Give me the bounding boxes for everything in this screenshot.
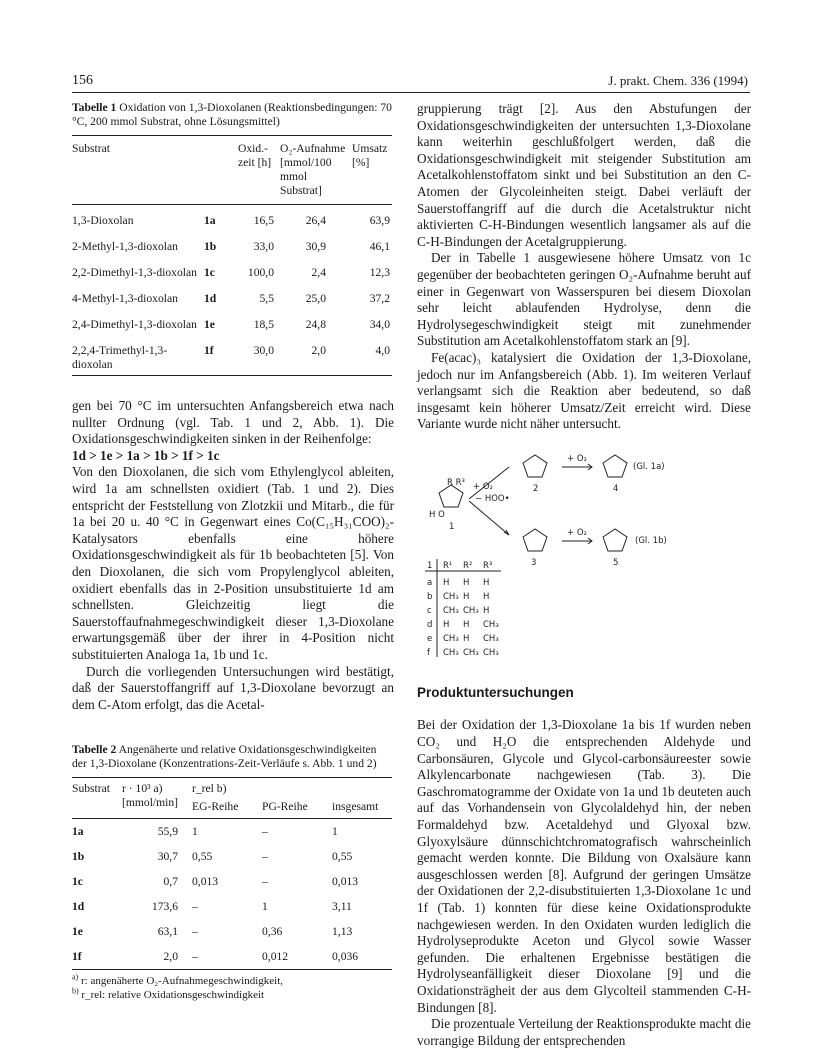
table1-cell-conversion: 46,1: [369, 240, 390, 253]
substituent-cell: CH₃: [443, 591, 459, 602]
substituent-cell: CH₃: [443, 605, 459, 616]
table1-cell-time: 33,0: [253, 240, 274, 253]
table2-cell-eg: 0,013: [192, 875, 219, 889]
substituent-header-cell: R¹: [443, 560, 453, 571]
table1-cell-o2: 26,4: [305, 214, 326, 227]
substituent-cell: b: [427, 591, 433, 602]
table2-cell-total: 3,11: [332, 900, 352, 914]
reactivity-order: 1d > 1e > 1a > 1b > 1f > 1c: [72, 447, 220, 463]
reagent-bottom: + O₂: [567, 527, 587, 538]
table1-cell-o2: 2,4: [311, 266, 326, 279]
molecule-1-r-labels: R R³: [447, 477, 465, 488]
table2-header-substrat: Substrat: [72, 778, 122, 819]
table1-caption-text: Oxidation von 1,3-Dioxolanen (Reaktionsbedingungen: 70 °C, 200 mmol Substrat, ohne Lösungsmittel): [72, 101, 392, 128]
substituent-cell: CH₃: [463, 647, 479, 658]
substituent-cell: f: [427, 647, 430, 658]
table1-row: [72, 205, 392, 238]
substituent-cell: CH₃: [443, 647, 459, 658]
table2-cell-id: 1f: [72, 950, 82, 964]
table1-cell-time: 100,0: [247, 266, 274, 279]
molecule-5-ring: [603, 529, 627, 551]
table1-cell-time: 5,5: [259, 292, 274, 305]
table2-caption-text: Angenäherte und relative Oxidationsgeschwindigkeiten der 1,3-Dioxolane (Konzentrations-Zeit-Verläufe s. Abb. 1 und 2): [72, 743, 377, 771]
substituent-cell: H: [483, 605, 490, 616]
header-rule: [72, 92, 750, 93]
table2-cell-id: 1a: [72, 825, 84, 839]
molecule-3-ring: [523, 529, 547, 551]
reaction-scheme: [417, 437, 751, 665]
substituent-cell: H: [463, 633, 470, 644]
equation-1b-label: (Gl. 1b): [635, 535, 667, 546]
table2-footnote-b: $^{b)}$ r_rel: relative Oxidationsgeschwindigkeit: [72, 986, 265, 1002]
footnote-b-text: r_rel: relative Oxidationsgeschwindigkeit: [81, 989, 265, 1002]
table2-cell-pg: –: [262, 825, 268, 839]
table1-header-cell: [204, 136, 238, 205]
table1-cell-substrat: 2,2-Dimethyl-1,3-dioxolan: [72, 266, 197, 279]
table1-cell-substrat: 2-Methyl-1,3-dioxolan: [72, 240, 178, 253]
table1-caption-label: Tabelle 1: [72, 101, 117, 114]
table1-cell-substrat: 2,2,4-Trimethyl-1,3-dioxolan: [72, 344, 168, 371]
table1-row: [72, 315, 392, 341]
table1-caption: [72, 101, 394, 129]
arrow-down: [469, 501, 509, 535]
table1-cell-id: 1a: [204, 214, 216, 227]
substituent-cell: H: [443, 577, 450, 588]
table1-cell-conversion: 37,2: [369, 292, 390, 305]
footnote-a-text: r: angenäherte O₂-Aufnahmegeschwindigkeit,: [80, 975, 284, 988]
left-column: [72, 101, 394, 1002]
table2-header-row: [72, 778, 392, 797]
table2-cell-pg: –: [262, 875, 268, 889]
right-paragraph-4: Bei der Oxidation der 1,3-Dioxolane 1a bis 1f wurden neben CO₂ und H₂O die entsprechenden Aldehyde und Carbonsäuren, Glycole und Glycol-carbonsäureester sowie Alkylencarbonate nachgewiesen (Tab. 3). Die Gaschromatogramme der Oxidate von 1a und 1b deuteten auch auf das Vorhandensein von Glycolaldehyd hin, der neben Formaldehyd bzw. Acetaldehyd und Glyoxal bzw. Glyoxylsäure dünnschichtchromatografisch wahrscheinlich gemacht werden konnte. Die Bildung von Oxalsäure kann ausgeschlossen werden [8]. Aufgrund der geringen Umsätze der Oxidationen der 2,2-disubstituierten 1,3-Dioxolane 1c und 1f (Tab. 1) konnten für diese keine Oxidationsprodukte nachgewiesen werden. In den Oxidaten wurden lediglich die Hydrolyseprodukte Aceton und Glycol sowie Wasser gefunden. Die erhaltenen Ergebnisse bestätigen die Hydrolyseanfälligkeit dieser Dioxolane [9] und die Oxidationsträgheit der aus dem Glycolteil stammenden C-H-Bindungen [8].: [417, 717, 751, 1015]
reaction-scheme-drawing: [417, 437, 751, 665]
table1: [72, 135, 392, 376]
table1-cell-id: 1c: [204, 266, 215, 279]
table1-cell-id: 1e: [204, 318, 215, 331]
table1-cell-id: 1f: [204, 344, 214, 357]
table1-cell-conversion: 12,3: [369, 266, 390, 279]
table2-cell-total: 0,013: [332, 875, 359, 889]
substituent-cell: CH₃: [483, 647, 499, 658]
table1-cell-o2: 25,0: [305, 292, 326, 305]
substituent-cell: e: [427, 633, 433, 644]
right-paragraph-5: Die prozentuale Verteilung der Reaktionsprodukte macht die vorrangige Bildung der entsprechenden: [417, 1016, 751, 1048]
table2-cell-r: 173,6: [151, 900, 178, 914]
left-paragraph-2: Von den Dioxolanen, die sich vom Ethylenglycol ableiten, wird 1a am schnellsten oxidiert (Tab. 1 und 2). Dies entspricht der Feststellung von Zlotzkii und Mitarb., die für 1a bei 20 u. 40 °C in Gegenwart eines Co(C₁₅H₃₁COO)₂-Katalysators ebenfalls eine höhere Oxidationsgeschwindigkeit als für 1b beobachteten [5]. Von den Dioxolanen, die sich vom Propylenglycol ableiten, oxidiert ebenfalls das in 2-Position unsubstituierte 1d am schnellsten. Gleichzeitig liegt die Sauerstoffaufnahmegeschwindigkeit dieser 1,3-Dioxolane erwartungsgemäß über der ihrer in 4-Position nicht substituierten Analoga 1a, 1b und 1c.: [72, 464, 394, 662]
table1-cell-o2: 24,8: [305, 318, 326, 331]
table2-cell-total: 1,13: [332, 925, 353, 939]
table2-cell-id: 1e: [72, 925, 83, 939]
substituent-cell: CH₃: [483, 633, 499, 644]
table2-header-pg: PG-Reihe: [262, 796, 332, 819]
left-paragraph-1: gen bei 70 °C im untersuchten Anfangsbereich etwa nach nullter Ordnung (vgl. Tab. 1 und 2, Abb. 1). Die Oxidationsgeschwindigkeiten sinken in der Reihenfolge:: [72, 398, 394, 447]
substituent-cell: H: [483, 577, 490, 588]
right-column: [417, 101, 751, 1049]
table1-header-row: [72, 136, 392, 205]
substituent-cell: H: [463, 591, 470, 602]
substituent-cell: a: [427, 577, 433, 588]
substituent-cell: CH₃: [443, 633, 459, 644]
table2-cell-r: 63,1: [157, 925, 178, 939]
table1-row: [72, 237, 392, 263]
table1-header-cell: Umsatz [%]: [352, 136, 392, 205]
table2: [72, 777, 392, 970]
reagent-left: + O₂: [473, 481, 493, 492]
substituent-cell: H: [443, 619, 450, 630]
table1-cell-id: 1d: [204, 292, 217, 305]
table2-header-total: insgesamt: [332, 796, 392, 819]
table2-caption: [72, 743, 394, 771]
table2-cell-id: 1b: [72, 850, 85, 864]
table1-cell-o2: 30,9: [305, 240, 326, 253]
table1-header-cell: Substrat: [72, 136, 204, 205]
table1-row: [72, 289, 392, 315]
table2-header-rrel: r_rel b): [192, 782, 227, 796]
table2-cell-pg: 0,36: [262, 925, 283, 939]
table1-cell-time: 16,5: [253, 214, 274, 227]
label-2: 2: [533, 483, 539, 494]
table1-header-cell: Oxid.-zeit [h]: [238, 136, 280, 205]
table2-row: [72, 844, 392, 869]
table2-cell-r: 55,9: [157, 825, 178, 839]
right-paragraph-1: gruppierung trägt [2]. Aus den Abstufungen der Oxidationsgeschwindigkeiten der untersuchten 1,3-Dioxolane kann weiterhin geschlußfolgert werden, daß die Oxidationsgeschwindigkeit mit steigender Substitution am Acetalkohlenstoffatom sinkt und bei Substitution an den C-Atomen der Glycoleinheiten steigt. Dabei verläuft der Sauerstoffangriff auf die durch die Acetalstruktur nicht aktivierten C-H-Bindungen wesentlich langsamer als auf die C-H-Bindungen der Acetalgruppierung.: [417, 101, 751, 249]
table1-cell-id: 1b: [204, 240, 217, 253]
table1-row: [72, 341, 392, 376]
equation-1a-label: (Gl. 1a): [633, 461, 665, 472]
substituent-cell: H: [483, 591, 490, 602]
reagent-top: + O₂: [567, 453, 587, 464]
substituent-header-cell: R³: [483, 560, 493, 571]
table2-row: [72, 894, 392, 919]
table1-cell-o2: 2,0: [311, 344, 326, 357]
substituent-cell: CH₃: [483, 619, 499, 630]
table1-cell-conversion: 34,0: [369, 318, 390, 331]
substituent-cell: CH₃: [463, 605, 479, 616]
table2-cell-r: 0,7: [163, 875, 178, 889]
table2-cell-eg: 0,55: [192, 850, 213, 864]
table2-cell-r: 2,0: [163, 950, 178, 964]
table2-caption-label: Tabelle 2: [72, 743, 117, 757]
substituent-cell: H: [463, 619, 470, 630]
molecule-1-h-labels: H O: [429, 509, 445, 520]
label-1: 1: [449, 521, 455, 532]
table1-cell-conversion: 63,9: [369, 214, 390, 227]
table2-cell-id: 1d: [72, 900, 85, 914]
molecule-1-ring: [439, 485, 463, 507]
table2-header-eg: EG-Reihe: [192, 796, 262, 819]
table2-header-r: r · 10³ a) [mmol/min]: [122, 778, 192, 819]
substituent-cell: d: [427, 619, 433, 630]
table1-cell-substrat: 2,4-Dimethyl-1,3-dioxolan: [72, 318, 197, 331]
table2-cell-id: 1c: [72, 875, 83, 889]
molecule-2-ring: [523, 455, 547, 477]
label-4: 4: [613, 483, 619, 494]
table2-cell-pg: 1: [262, 900, 268, 914]
table2-footnote-a: $^{a)}$ r: angenäherte O₂-Aufnahmegeschwindigkeit,: [72, 972, 284, 988]
right-paragraph-3: Fe(acac)₃ katalysiert die Oxidation der 1,3-Dioxolane, jedoch nur im Anfangsbereich (Abb. 1). Im weiteren Verlauf verlangsamt sich die Reaktion aber bedeutend, so daß insgesamt kein höherer Umsatz/Zeit erreicht wird. Diese Variante wurde nicht näher untersucht.: [417, 349, 751, 432]
table1-cell-conversion: 4,0: [375, 344, 390, 357]
table2-cell-eg: –: [192, 925, 198, 939]
table2-row: [72, 869, 392, 894]
table2-cell-total: 0,55: [332, 850, 353, 864]
table2-cell-total: 0,036: [332, 950, 359, 964]
substituent-cell: H: [463, 577, 470, 588]
molecule-4-ring: [603, 455, 627, 477]
substituent-header-cell: 1: [427, 560, 433, 571]
table2-row: [72, 919, 392, 944]
table2-row: [72, 944, 392, 970]
table2-row: [72, 819, 392, 845]
right-paragraph-2: Der in Tabelle 1 ausgewiesene höhere Umsatz von 1c gegenüber der beobachteten geringen O₂-Aufnahme beruht auf einer in Gegenwart von Wasserspuren bei diesem Dioxolan sehr leicht ablaufenden Hydrolyse, denn die Hydrolysegeschwindigkeit steigt mit zunehmender Substitution am Acetalkohlenstoffatom stark an [9].: [417, 250, 751, 349]
substituent-header-cell: R²: [463, 560, 473, 571]
label-5: 5: [613, 557, 619, 568]
journal-reference: J. prakt. Chem. 336 (1994): [608, 73, 748, 88]
table2-cell-eg: –: [192, 900, 198, 914]
table2-cell-r: 30,7: [157, 850, 178, 864]
table2-cell-pg: –: [262, 850, 268, 864]
table1-row: [72, 263, 392, 289]
table2-cell-eg: –: [192, 950, 198, 964]
table1-header-cell: O₂-Aufnahme [mmol/100 mmol Substrat]: [280, 136, 352, 205]
reagent-left-2: − HOO•: [475, 493, 510, 504]
table1-cell-substrat: 4-Methyl-1,3-dioxolan: [72, 292, 178, 305]
table2-cell-total: 1: [332, 825, 338, 839]
page-number: 156: [72, 73, 93, 88]
substituent-cell: c: [427, 605, 432, 616]
table2-footnotes: [72, 974, 394, 1002]
section-title-produktuntersuchungen: Produktuntersuchungen: [417, 684, 574, 700]
table1-cell-time: 18,5: [253, 318, 274, 331]
table1-cell-substrat: 1,3-Dioxolan: [72, 214, 134, 227]
table2-cell-pg: 0,012: [262, 950, 289, 964]
label-3: 3: [531, 557, 537, 568]
left-paragraph-3: Durch die vorliegenden Untersuchungen wird bestätigt, daß der Sauerstoffangriff auf 1,3-Dioxolane bevorzugt an dem C-Atom erfolgt, das die Acetal-: [72, 663, 394, 712]
table2-cell-eg: 1: [192, 825, 198, 839]
table1-cell-time: 30,0: [253, 344, 274, 357]
